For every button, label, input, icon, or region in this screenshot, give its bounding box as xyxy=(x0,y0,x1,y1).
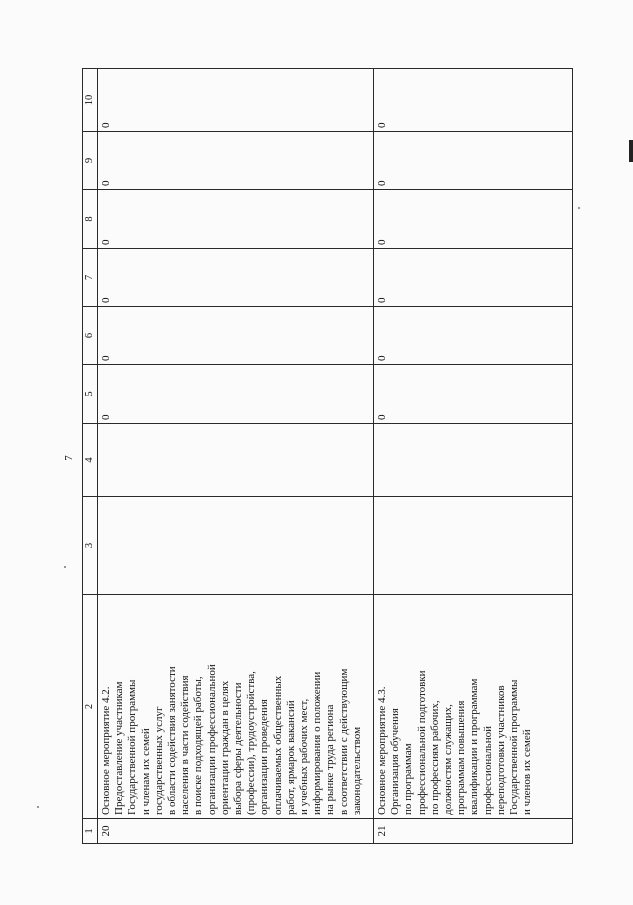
cell-col-4 xyxy=(374,424,573,497)
col-header-7: 7 xyxy=(83,249,98,307)
scan-speck xyxy=(37,806,39,808)
cell-col-3 xyxy=(374,497,573,595)
col-header-3: 3 xyxy=(83,497,98,595)
cell-col-9: 0 xyxy=(98,132,374,190)
col-header-2: 2 xyxy=(83,595,98,819)
col-header-1: 1 xyxy=(83,819,98,844)
row-number: 21 xyxy=(374,819,573,844)
col-header-9: 9 xyxy=(83,132,98,190)
col-header-5: 5 xyxy=(83,365,98,424)
cell-col-3 xyxy=(98,497,374,595)
cell-col-6: 0 xyxy=(98,307,374,365)
row-description: Основное мероприятие 4.2. Предоставление участникам Государственной программы и членам их семей государственных услуг в области содействия занятости населения в части содействия в поиске подходящей работы, организации профессиональной ориентации граждан в целях выбора сферы деятельности (профессии), трудоустройства, организации проведения оплачиваемых общественных работ, ярмарок вакансий и учебных рабочих мест, информирования о положении на рынке труда региона в соответствии с действующим законодательством xyxy=(98,595,374,819)
cell-col-9: 0 xyxy=(374,132,573,190)
scan-speck xyxy=(578,207,580,209)
cell-col-8: 0 xyxy=(374,190,573,249)
cell-col-5: 0 xyxy=(98,365,374,424)
rotated-table-container xyxy=(82,69,573,844)
scan-speck xyxy=(64,566,66,568)
cell-col-8: 0 xyxy=(98,190,374,249)
page-number: 7 xyxy=(62,455,75,461)
cell-col-10: 0 xyxy=(98,69,374,132)
col-header-10: 10 xyxy=(83,69,98,132)
scan-edge-mark xyxy=(629,140,633,162)
table-sheet xyxy=(82,69,573,844)
cell-col-10: 0 xyxy=(374,69,573,132)
cell-col-7: 0 xyxy=(374,249,573,307)
header-row xyxy=(83,69,98,844)
cell-col-4 xyxy=(98,424,374,497)
program-table xyxy=(82,68,573,844)
table-row xyxy=(374,69,573,844)
col-header-8: 8 xyxy=(83,190,98,249)
col-header-6: 6 xyxy=(83,307,98,365)
row-description: Основное мероприятие 4.3. Организация обучения по программам профессиональной подготовки по профессиям рабочих, должностям служащих, программам повышения квалификации и программам профессиональной переподготовки участников Государственной программы и членов их семей xyxy=(374,595,573,819)
cell-col-7: 0 xyxy=(98,249,374,307)
row-number: 20 xyxy=(98,819,374,844)
cell-col-6: 0 xyxy=(374,307,573,365)
col-header-4: 4 xyxy=(83,424,98,497)
table-row xyxy=(98,69,374,844)
cell-col-5: 0 xyxy=(374,365,573,424)
